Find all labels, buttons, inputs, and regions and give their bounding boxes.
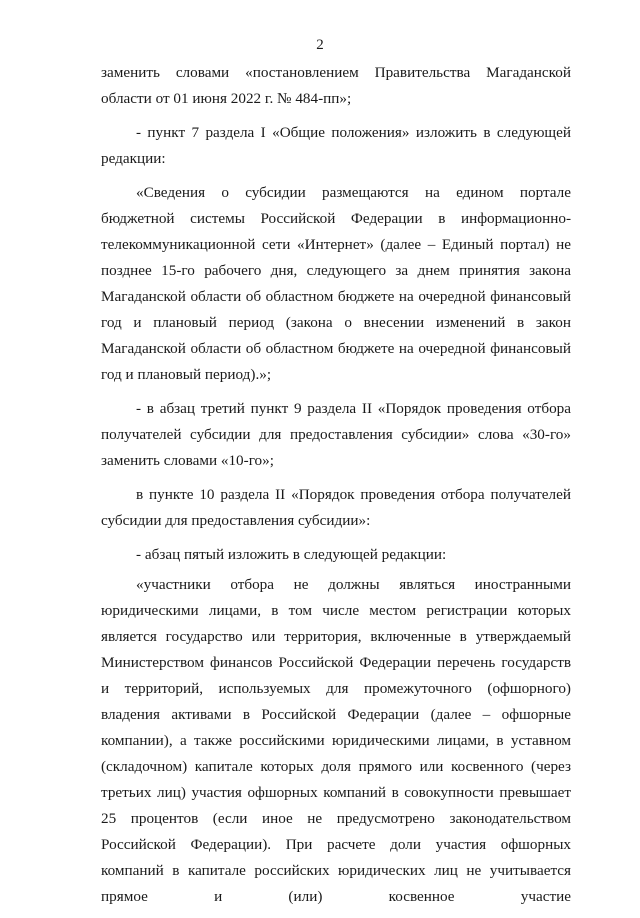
page-number: 2 [316, 37, 324, 53]
paragraph-item-10: в пункте 10 раздела II «Порядок проведения отбора получателей субсидии для предоставления субсидии»: [101, 486, 571, 529]
paragraph-item-9: - в абзац третий пункт 9 раздела II «Порядок проведения отбора получателей субсидии для предоставления субсидии» слова «30-го» заменить словами «10-го»; [101, 400, 571, 469]
paragraph-replace-words: заменить словами «постановлением Правительства Магаданской области от 01 июня 2022 г. № 484-пп»; [101, 64, 571, 107]
document-body [101, 60, 571, 918]
paragraph-fifth-clause: - абзац пятый изложить в следующей редакции: [136, 546, 447, 563]
paragraph-item-7: - пункт 7 раздела I «Общие положения» изложить в следующей редакции: [101, 124, 571, 167]
paragraph-subsidy-info: «Сведения о субсидии размещаются на едином портале бюджетной системы Российской Федерации в информационно-телекоммуникационной сети «Интернет» (далее – Единый портал) не позднее 15-го рабочего дня, следующего за днем принятия закона Магаданской области об областном бюджете на очередной финансовый год и плановый период (закона о внесении изменений в закон Магаданской области об областном бюджете на очередной финансовый год и плановый период).»; [101, 184, 571, 383]
paragraph-participants: «участники отбора не должны являться иностранными юридическими лицами, в том числе местом регистрации которых является государство или территория, включенные в утверждаемый Министерством финансов Российской Федерации перечень государств и территорий, используемых для промежуточного (офшорного) владения активами в Российской Федерации (далее – офшорные компании), а также российскими юридическими лицами, в уставном (складочном) капитале которых доля прямого или косвенного (через третьих лиц) участия офшорных компаний в совокупности превышает 25 процентов (если иное не предусмотрено законодательством Российской Федерации). При расчете доли участия офшорных компаний в капитале российских юридических лиц не учитывается прямое и (или) косвенное участие [101, 576, 571, 905]
